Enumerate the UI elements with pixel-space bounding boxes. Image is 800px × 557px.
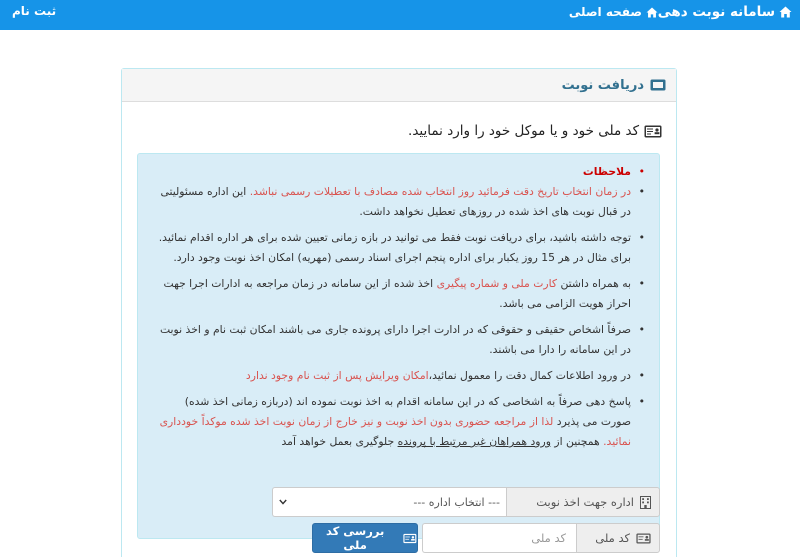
office-row <box>272 487 660 517</box>
note-6-text-a: پاسخ دهی صرفاً به اشخاصی که در این سامانه اقدام به اخذ نوبت نموده اند (دربازه زمانی اخذ شده) صورت می پذیرد <box>184 395 631 428</box>
office-label: اداره جهت اخذ نوبت <box>536 495 634 509</box>
note-5-warning: امکان ویرایش پس از ثبت نام وجود ندارد <box>245 369 429 382</box>
national-code-addon <box>576 523 660 553</box>
note-3-text-b: اخذ شده از این سامانه در زمان مراجعه به ادارات اجرا جهت احراز هویت الزامی می باشد. <box>163 277 631 310</box>
national-code-input[interactable] <box>422 523 576 553</box>
panel-title: دریافت نوبت <box>561 77 644 93</box>
office-select[interactable] <box>272 487 506 517</box>
register-link[interactable]: ثبت نام <box>12 4 57 18</box>
check-national-code-button[interactable] <box>312 523 418 553</box>
list-item <box>154 366 647 386</box>
note-1-text: این اداره مسئولیتی در قبال نوبت های اخذ شده در روزهای تعطیل نخواهد داشت. <box>160 185 631 218</box>
list-item <box>154 228 647 268</box>
brand-link[interactable] <box>658 0 792 24</box>
ticket-icon <box>650 79 666 91</box>
note-2-text: توجه داشته باشید، برای دریافت نوبت فقط می توانید در بازه زمانی تعیین شده برای هر اداره اقدام نمائید. برای مثال در هر 15 روز یکبار برای اداره پنجم اجرای اسناد رسمی (مهریه) امکان اخذ نوبت وجود دارد. <box>158 231 631 264</box>
id-card-icon <box>644 125 662 138</box>
instruction-line <box>408 123 662 139</box>
list-item <box>154 320 647 360</box>
notes-title-item <box>154 162 647 182</box>
home-icon <box>646 7 658 18</box>
office-addon <box>506 487 660 517</box>
building-icon <box>640 496 651 509</box>
note-5-text: در ورود اطلاعات کمال دقت را معمول نمائید، <box>428 369 631 382</box>
note-6-text-c: جلوگیری بعمل خواهد آمد <box>281 435 395 448</box>
note-3-warning: کارت ملی و شماره پیگیری <box>436 277 558 290</box>
list-item <box>154 182 647 222</box>
home-icon <box>779 6 792 18</box>
id-card-icon <box>636 533 651 544</box>
brand-label: سامانه نوبت دهی <box>657 4 775 20</box>
chevron-down-icon <box>279 499 287 505</box>
notes-title: ملاحظات <box>582 165 631 178</box>
panel-heading <box>122 69 676 102</box>
check-button-label: بررسی کد ملی <box>325 524 385 552</box>
instruction-text: کد ملی خود و یا موکل خود را وارد نمایید. <box>408 123 639 139</box>
top-navbar <box>0 0 800 30</box>
office-selected-value: --- انتخاب اداره --- <box>413 495 500 509</box>
list-item <box>154 392 647 452</box>
note-6-text-b: همچنین از <box>554 435 600 448</box>
appointment-panel <box>121 68 677 557</box>
list-item <box>154 274 647 314</box>
note-6-warning: لذا از مراجعه حضوری بدون اخذ نوبت و نیز خارج از زمان نوبت اخذ شده موکداً خودداری نمائید. <box>159 415 631 448</box>
notes-alert <box>137 153 660 539</box>
note-6-underlined: ورود همراهان غیر مرتبط با پرونده <box>397 435 551 448</box>
note-3-text-a: به همراه داشتن <box>560 277 631 290</box>
note-4-text: صرفاً اشخاص حقیقی و حقوقی که در ادارت اجرا دارای پرونده جاری می باشند امکان ثبت نام و اخذ نوبت در این سامانه را دارا می باشند. <box>159 323 631 356</box>
id-card-icon <box>403 533 417 544</box>
national-code-row <box>422 523 660 553</box>
national-code-label: کد ملی <box>595 531 630 545</box>
note-1-warning: در زمان انتخاب تاریخ دقت فرمائید روز انتخاب شده مصادف با تعطیلات رسمی نباشد. <box>249 185 631 198</box>
home-link[interactable] <box>569 0 658 24</box>
home-label: صفحه اصلی <box>568 5 642 19</box>
